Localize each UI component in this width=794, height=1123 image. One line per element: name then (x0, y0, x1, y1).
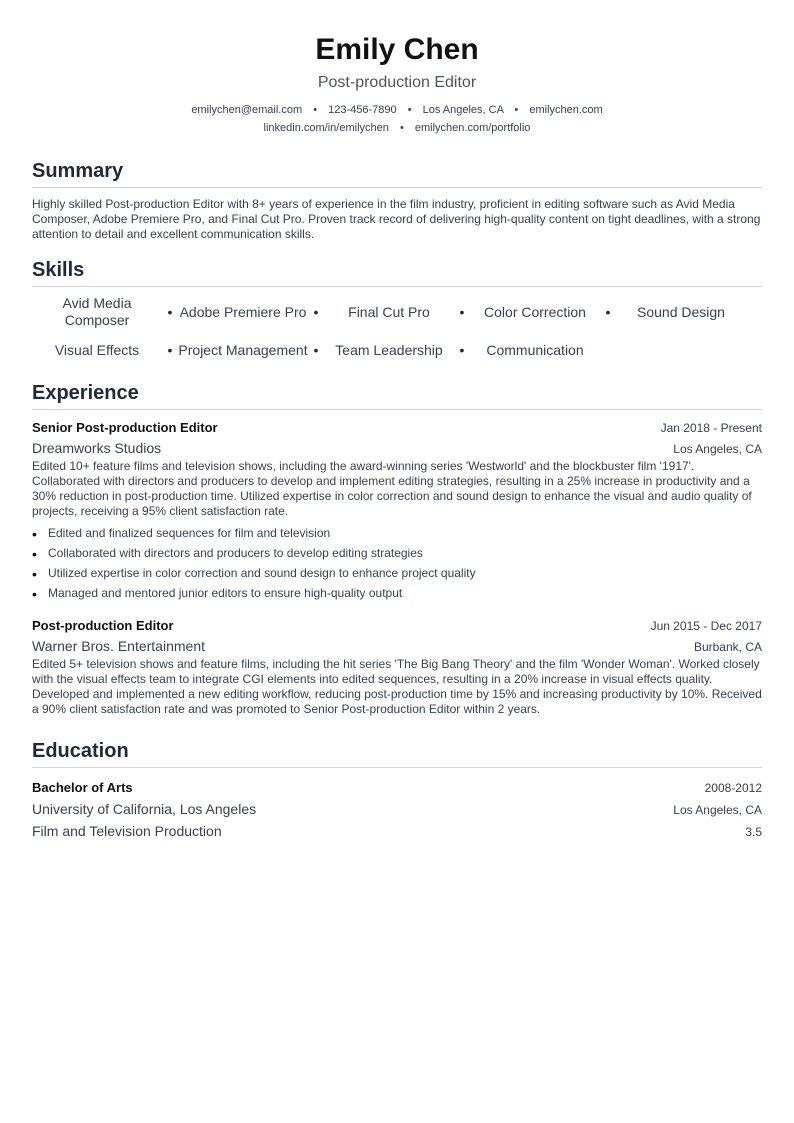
skills-grid (32, 295, 762, 367)
contact-linkedin[interactable]: linkedin.com/in/emilychen (263, 122, 389, 134)
job-bullets (32, 523, 762, 603)
education-heading: Education (32, 739, 762, 768)
skill-item: Communication (486, 341, 584, 358)
job-company-row (32, 436, 762, 458)
skill-separator: • (167, 342, 173, 358)
skill-separator: • (605, 304, 611, 320)
candidate-name: Emily Chen (315, 33, 479, 66)
skill-separator: • (459, 342, 465, 358)
summary-section (32, 159, 762, 242)
education-gpa: 3.5 (745, 825, 762, 839)
skill-item: Team Leadership (335, 341, 443, 358)
contact-separator: • (514, 104, 519, 116)
job-dates: Jun 2015 - Dec 2017 (650, 619, 762, 633)
skill-separator: • (313, 304, 319, 320)
job-header-row (32, 617, 762, 634)
skills-section (32, 258, 762, 367)
skill-item: Color Correction (484, 303, 586, 320)
resume-header (32, 32, 762, 137)
education-location: Los Angeles, CA (673, 803, 762, 817)
candidate-title: Post-production Editor (317, 74, 477, 91)
job-company: Warner Bros. Entertainment (32, 638, 205, 654)
education-degree: Bachelor of Arts (32, 780, 133, 795)
job-title: Post-production Editor (32, 618, 174, 633)
job-description: Edited 5+ television shows and feature films, including the hit series 'The Big Bang Theory' and the film 'Wonder Woman'. Worked closely with the visual effects team to integrate CGI elements into edited sequences, resulting in a 20% increase in visual effects quality. Developed and implemented a new editing workflow, reducing post-production time by 15% and increasing productivity by 10%. Received a 90% client satisfaction rate and was promoted to Senior Post-production Editor within 2 years. (32, 657, 762, 716)
list-item: • Utilized expertise in color correction and sound design to enhance project quality (32, 563, 762, 583)
contact-line-1 (32, 101, 762, 119)
job-company: Dreamworks Studios (32, 440, 162, 456)
job-entry (32, 419, 762, 603)
summary-heading: Summary (32, 159, 762, 188)
job-location: Burbank, CA (693, 640, 762, 654)
contact-website[interactable]: emilychen.com (529, 104, 603, 116)
contact-separator: • (407, 104, 412, 116)
education-school: University of California, Los Angeles (32, 801, 257, 817)
education-degree-row (32, 777, 762, 799)
job-description: Edited 10+ feature films and television shows, including the award-winning series 'Westworld' and the blockbuster film '1917'. Collaborated with directors and producers to develop and implement editing strategies, resulting in a 25% increase in productivity and a 30% reduction in post-production time. Utilized expertise in color correction and sound design to enhance the visual and audio quality of projects, receiving a 95% client satisfaction rate. (32, 459, 752, 518)
education-field: Film and Television Production (32, 823, 222, 839)
job-location: Los Angeles, CA (673, 442, 762, 456)
education-field-row (32, 821, 762, 843)
job-company-row (32, 634, 762, 656)
experience-section (32, 381, 762, 717)
contact-portfolio[interactable]: emilychen.com/portfolio (414, 122, 531, 134)
contact-phone[interactable]: 123-456-7890 (328, 104, 397, 116)
education-entry (32, 777, 762, 843)
job-title: Senior Post-production Editor (32, 420, 218, 435)
summary-text: Highly skilled Post-production Editor with 8+ years of experience in the film industry, proficient in editing software such as Avid Media Composer, Adobe Premiere Pro, and Final Cut Pro. Proven track record of delivering high-quality content on tight deadlines, with a strong attention to detail and excellent communication skills. (32, 197, 761, 241)
list-item: • Edited and finalized sequences for film and television (32, 523, 762, 543)
contact-separator: • (399, 122, 404, 134)
experience-heading: Experience (32, 381, 762, 410)
skill-separator: • (167, 304, 173, 320)
job-header-row (32, 419, 762, 436)
skill-item: Sound Design (637, 303, 725, 320)
job-dates: Jan 2018 - Present (660, 421, 762, 435)
list-item: • Managed and mentored junior editors to ensure high-quality output (32, 583, 762, 603)
contact-location: Los Angeles, CA (422, 104, 504, 116)
job-entry (32, 617, 762, 717)
skill-separator: • (313, 342, 319, 358)
contact-separator: • (313, 104, 318, 116)
skill-separator: • (459, 304, 465, 320)
education-school-row (32, 799, 762, 821)
skills-heading: Skills (32, 258, 762, 287)
skill-item: Final Cut Pro (348, 303, 430, 320)
education-section (32, 739, 762, 843)
skill-item: Project Management (178, 341, 308, 358)
education-years: 2008-2012 (704, 781, 762, 795)
list-item: • Collaborated with directors and producers to develop editing strategies (32, 543, 762, 563)
skill-item: Avid Media Composer (62, 295, 132, 328)
skill-item: Visual Effects (54, 341, 140, 358)
contact-line-2 (32, 119, 762, 137)
contact-email[interactable]: emilychen@email.com (191, 104, 303, 116)
skill-item: Adobe Premiere Pro (179, 303, 307, 320)
